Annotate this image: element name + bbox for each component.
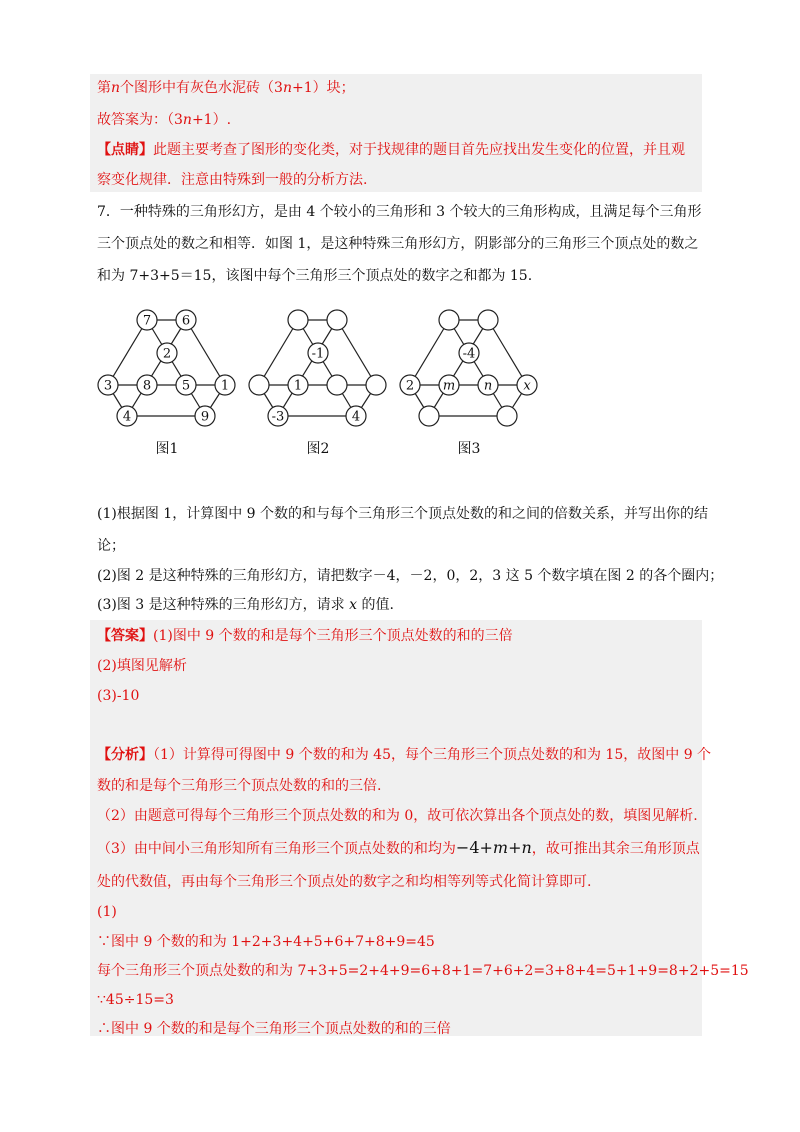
figure-caption: 图1 bbox=[155, 441, 179, 457]
node-value-mid-left: 1 bbox=[293, 378, 303, 394]
solution-line-3: 每个三角形三个顶点处数的和为 7+3+5=2+4+9=6+8+1=7+6+2=3+8+4=5+1+9=8+2+5=15 bbox=[97, 963, 749, 979]
node-value-center-top: -4 bbox=[462, 346, 476, 362]
solution-line-4: ∵45÷15=3 bbox=[97, 992, 174, 1008]
node-value-mid-left: 8 bbox=[142, 378, 152, 394]
node-value-bottom-right: 9 bbox=[200, 409, 210, 425]
node-value-mid-left: m bbox=[442, 378, 456, 394]
question-line-2: 三个顶点处的数之和相等．如图 1，是这种特殊三角形幻方，阴影部分的三角形三个顶点处的数之 bbox=[97, 236, 699, 252]
node-value-mid-right: 5 bbox=[181, 378, 191, 394]
answer-line-1: 【答案】(1)图中 9 个数的和是每个三角形三个顶点处数的和的三倍 bbox=[97, 628, 513, 644]
math-expression: −4+m+n bbox=[455, 838, 532, 857]
node-circle-right bbox=[366, 375, 386, 395]
top-line-1: 第n个图形中有灰色水泥砖（3n+1）块； bbox=[97, 80, 355, 96]
node-value-bottom-left: -3 bbox=[271, 409, 285, 425]
subquestion-3: (3)图 3 是这种特殊的三角形幻方，请求 x 的值. bbox=[97, 597, 394, 613]
node-value-right: 1 bbox=[220, 378, 230, 394]
node-circle-left bbox=[249, 375, 269, 395]
magic-triangle-figures bbox=[90, 296, 540, 466]
analysis-line-1: 【分析】（1）计算得可得图中 9 个数的和为 45，每个三角形三个顶点处数的和为 15，故图中 9 个 bbox=[97, 747, 712, 763]
question-line-1: 7．一种特殊的三角形幻方，是由 4 个较小的三角形和 3 个较大的三角形构成，且满足每个三角形 bbox=[97, 204, 702, 220]
figure-1 bbox=[98, 310, 235, 457]
node-circle-top-right bbox=[327, 310, 347, 330]
figure-caption: 图2 bbox=[306, 441, 330, 457]
question-line-3: 和为 7+3+5＝15，该图中每个三角形三个顶点处的数字之和都为 15. bbox=[97, 268, 533, 284]
node-value-mid-right: n bbox=[483, 378, 493, 394]
analysis-line-4: （3）由中间小三角形知所有三角形三个顶点处数的和均为−4+m+n，故可推出其余三角形顶点 bbox=[97, 838, 700, 857]
subquestion-1a: (1)根据图 1，计算图中 9 个数的和与每个三角形三个顶点处数的和之间的倍数关系，并写出你的结 bbox=[97, 506, 708, 522]
answer-line-2: (2)填图见解析 bbox=[97, 658, 187, 674]
solution-line-2: ∵图中 9 个数的和为 1+2+3+4+5+6+7+8+9=45 bbox=[97, 934, 435, 950]
node-circle-bottom-left bbox=[419, 406, 439, 426]
node-circle-bottom-right bbox=[497, 406, 517, 426]
comment-line-2: 察变化规律．注意由特殊到一般的分析方法. bbox=[97, 172, 368, 188]
node-circle-mid-right bbox=[327, 375, 347, 395]
analysis-line-2: 数的和是每个三角形三个顶点处数的和的三倍. bbox=[97, 778, 382, 794]
analysis-line-3: （2）由题意可得每个三角形三个顶点处数的和为 0，故可依次算出各个顶点处的数，填图见解析. bbox=[97, 808, 698, 824]
solution-line-1: (1) bbox=[97, 904, 117, 920]
node-circle-top-left bbox=[439, 310, 459, 330]
solution-line-5: ∴图中 9 个数的和是每个三角形三个顶点处数的和的三倍 bbox=[97, 1021, 451, 1037]
answer-line-3: (3)-10 bbox=[97, 688, 140, 704]
figure-3 bbox=[400, 310, 537, 457]
node-value-center-top: 2 bbox=[162, 346, 172, 362]
node-value-top-left: 7 bbox=[142, 313, 152, 329]
figure-2 bbox=[249, 310, 386, 457]
node-value-top-right: 6 bbox=[181, 313, 191, 329]
node-value-bottom-left: 4 bbox=[122, 409, 132, 425]
node-circle-top-left bbox=[288, 310, 308, 330]
node-value-bottom-right: 4 bbox=[351, 409, 361, 425]
node-circle-top-right bbox=[478, 310, 498, 330]
answer-tag: 【答案】 bbox=[97, 628, 153, 644]
top-line-2: 故答案为：（3n+1）. bbox=[97, 112, 232, 128]
subquestion-1b: 论； bbox=[97, 538, 125, 554]
node-value-left: 3 bbox=[103, 378, 113, 394]
analysis-line-5: 处的代数值，再由每个三角形三个顶点处的数字之和均相等列等式化简计算即可. bbox=[97, 874, 592, 890]
analysis-tag: 【分析】 bbox=[97, 747, 153, 763]
node-value-right: x bbox=[523, 378, 531, 394]
node-value-left: 2 bbox=[405, 378, 415, 394]
comment-tag: 【点睛】 bbox=[97, 142, 153, 158]
figure-caption: 图3 bbox=[457, 441, 481, 457]
subquestion-2: (2)图 2 是这种特殊的三角形幻方，请把数字－4，－2，0，2，3 这 5 个数字填在图 2 的各个圈内； bbox=[97, 568, 724, 584]
comment-line-1: 【点睛】此题主要考查了图形的变化类，对于找规律的题目首先应找出发生变化的位置，并且观 bbox=[97, 142, 685, 158]
node-value-center-top: -1 bbox=[311, 346, 325, 362]
